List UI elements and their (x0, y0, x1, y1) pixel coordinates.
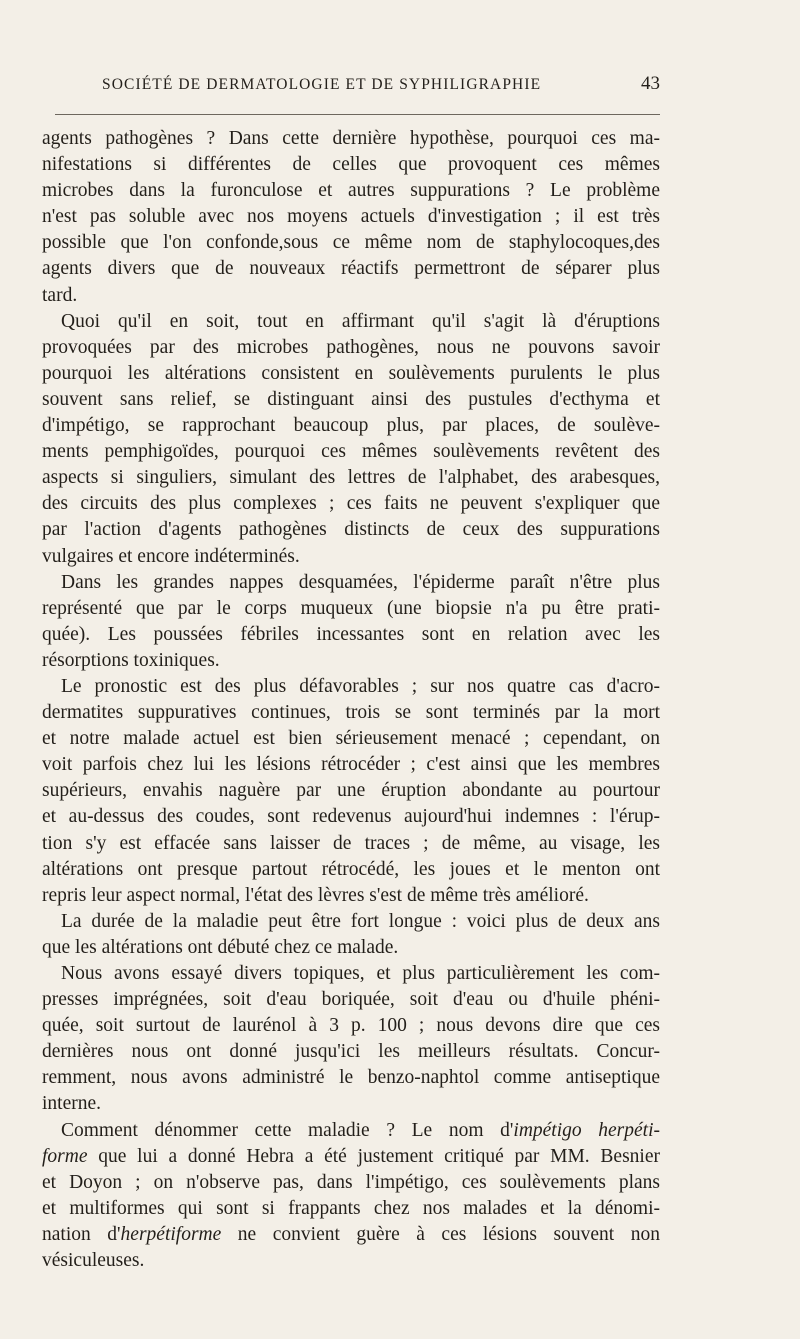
text-line (42, 1144, 660, 1170)
text-line: Le pronostic est des plus défavorables ; sur nos quatre cas d'acro- (61, 675, 660, 697)
page-number: 43 (641, 73, 660, 94)
text-line: agents divers que de nouveaux réactifs permettront de séparer plus (42, 258, 660, 280)
text-line: voit parfois chez lui les lésions rétrocéder ; c'est ainsi que les membres (42, 754, 660, 776)
text-line: que les altérations ont débuté chez ce malade. (42, 936, 399, 958)
text-line: quée, soit surtout de laurénol à 3 p. 100 ; nous devons dire que ces (42, 1015, 660, 1037)
body-text (42, 126, 660, 1274)
text-line: Quoi qu'il en soit, tout en affirmant qu'il s'agit là d'éruptions (61, 310, 660, 332)
text-line: n'est pas soluble avec nos moyens actuels d'investigation ; il est très (42, 206, 660, 228)
text-line: des circuits des plus complexes ; ces faits ne peuvent s'expliquer que (42, 493, 660, 515)
text-line: vésiculeuses. (42, 1250, 145, 1272)
text-line: Dans les grandes nappes desquamées, l'épiderme paraît n'être plus (61, 571, 660, 593)
italic-term: impétigo herpéti- (513, 1119, 661, 1141)
text-line: dernières nous ont donné jusqu'ici les meilleurs résultats. Concur- (42, 1041, 660, 1063)
running-title: SOCIÉTÉ DE DERMATOLOGIE ET DE SYPHILIGRAPHIE (102, 76, 542, 93)
text-segment: Comment dénommer cette maladie ? Le nom d' (61, 1119, 514, 1141)
text-line: provoquées par des microbes pathogènes, nous ne pouvons savoir (42, 336, 660, 358)
text-line: nifestations si différentes de celles que provoquent ces mêmes (42, 154, 660, 176)
text-line: interne. (42, 1093, 102, 1115)
text-line: aspects si singuliers, simulant des lettres de l'alphabet, des arabesques, (42, 467, 660, 489)
text-segment: nation d' (42, 1223, 121, 1245)
text-line: altérations ont presque partout rétrocédé, les joues et le menton ont (42, 858, 660, 880)
text-line: pourquoi les altérations consistent en soulèvements purulents le plus (42, 362, 660, 384)
text-line: repris leur aspect normal, l'état des lèvres s'est de même très amélioré. (42, 884, 589, 906)
text-segment: ne convient guère à ces lésions souvent non (221, 1223, 660, 1245)
text-line: d'impétigo, se rapprochant beaucoup plus, par places, de soulève- (42, 415, 660, 437)
text-line: et notre malade actuel est bien sérieusement menacé ; cependant, on (42, 728, 660, 750)
text-line: quée). Les poussées fébriles incessantes sont en relation avec les (42, 623, 660, 645)
italic-term: herpétiforme (120, 1223, 222, 1245)
text-line: ments pemphigoïdes, pourquoi ces mêmes soulèvements revêtent des (42, 441, 660, 463)
text-line: presses imprégnées, soit d'eau boriquée, soit d'eau ou d'huile phéni- (42, 989, 660, 1011)
text-line: résorptions toxiniques. (42, 649, 220, 671)
text-line: représenté que par le corps muqueux (une biopsie n'a pu être prati- (42, 597, 660, 619)
text-line: microbes dans la furonculose et autres suppurations ? Le problème (42, 180, 660, 202)
text-line: tard. (42, 284, 78, 306)
text-line: vulgaires et encore indéterminés. (42, 545, 300, 567)
page-header (55, 73, 660, 102)
text-line: et multiformes qui sont si frappants chez nos malades et la dénomi- (42, 1197, 660, 1219)
text-segment: que lui a donné Hebra a été justement critiqué par MM. Besnier (87, 1145, 660, 1167)
text-line: et au-dessus des coudes, sont redevenus aujourd'hui indemnes : l'érup- (42, 806, 660, 828)
italic-term: forme (42, 1145, 88, 1167)
text-line: supérieurs, envahis naguère par une éruption abondante au pourtour (42, 780, 660, 802)
text-line: par l'action d'agents pathogènes distincts de ceux des suppurations (42, 519, 660, 541)
text-line (42, 1222, 660, 1248)
text-line: souvent sans relief, se distinguant ainsi des pustules d'ecthyma et (42, 388, 660, 410)
header-rule (55, 114, 660, 115)
text-line (42, 1118, 660, 1144)
text-line: Nous avons essayé divers topiques, et plus particulièrement les com- (61, 963, 660, 984)
text-line: agents pathogènes ? Dans cette dernière hypothèse, pourquoi ces ma- (42, 128, 660, 149)
text-line: et Doyon ; on n'observe pas, dans l'impétigo, ces soulèvements plans (42, 1171, 660, 1193)
text-line: remment, nous avons administré le benzo-naphtol comme antiseptique (42, 1067, 660, 1089)
text-line: dermatites suppuratives continues, trois se sont terminés par la mort (42, 702, 660, 724)
text-line: possible que l'on confonde,sous ce même nom de staphylocoques,des (42, 232, 660, 254)
text-line: La durée de la maladie peut être fort longue : voici plus de deux ans (61, 910, 660, 932)
text-line: tion s'y est effacée sans laisser de traces ; de même, au visage, les (42, 832, 660, 854)
